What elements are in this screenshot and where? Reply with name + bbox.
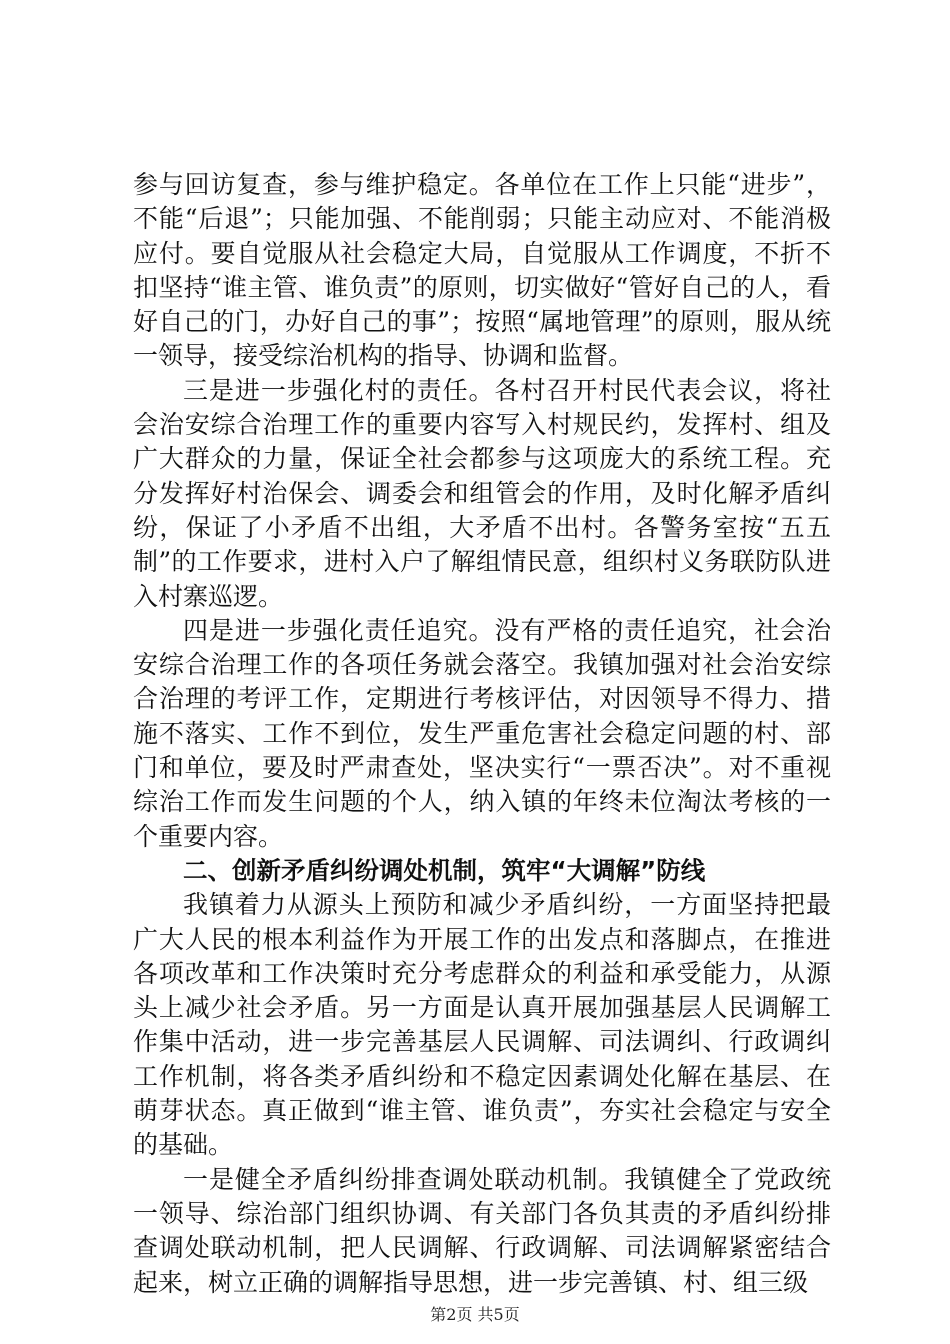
paragraph-village-responsibility: 三是进一步强化村的责任。各村召开村民代表会议，将社会治安综合治理工作的重要内容写入村规民约，发挥村、组及广大群众的力量，保证全社会都参与这项庞大的系统工程。充分发挥好村治保会、调委会和组管会的作用，及时化解矛盾纠纷，保证了小矛盾不出组，大矛盾不出村。各警务室按“五五制”的工作要求，进村入户了解组情民意，组织村义务联防队进入村寨巡逻。 [133, 375, 831, 611]
paragraph-continuation: 参与回访复查，参与维护稳定。各单位在工作上只能“进步”，不能“后退”；只能加强、不能削弱；只能主动应对、不能消极应付。要自觉服从社会稳定大局，自觉服从工作调度，不折不扣坚持“谁主管、谁负责”的原则，切实做好“管好自己的人，看好自己的门，办好自己的事”；按照“属地管理”的原则，服从统一领导，接受综治机构的指导、协调和监督。 [133, 170, 831, 371]
document-body [133, 168, 831, 1300]
page-number-footer: 第2页 共5页 [430, 1305, 520, 1324]
paragraph-linkage-mechanism: 一是健全矛盾纠纷排查调处联动机制。我镇健全了党政统一领导、综治部门组织协调、有关部门各负其责的矛盾纠纷排查调处联动机制，把人民调解、行政调解、司法调解紧密结合起来，树立正确的调解指导思想，进一步完善镇、村、组三级 [133, 1164, 831, 1297]
paragraph-dispute-prevention: 我镇着力从源头上预防和减少矛盾纠纷，一方面坚持把最广大人民的根本利益作为开展工作的出发点和落脚点，在推进各项改革和工作决策时充分考虑群众的利益和承受能力，从源头上减少社会矛盾。另一方面是认真开展加强基层人民调解工作集中活动，进一步完善基层人民调解、司法调纠、行政调纠工作机制，将各类矛盾纠纷和不稳定因素调处化解在基层、在萌芽状态。真正做到“谁主管、谁负责”，夯实社会稳定与安全的基础。 [133, 890, 831, 1160]
paragraph-accountability: 四是进一步强化责任追究。没有严格的责任追究，社会治安综合治理工作的各项任务就会落空。我镇加强对社会治安综合治理的考评工作，定期进行考核评估，对因领导不得力、措施不落实、工作不到位，发生严重危害社会稳定问题的村、部门和单位，要及时严肃查处，坚决实行“一票否决”。对不重视综治工作而发生问题的个人，纳入镇的年终未位淘汰考核的一个重要内容。 [133, 615, 831, 851]
section-heading: 二、创新矛盾纠纷调处机制，筑牢“大调解”防线 [183, 855, 706, 885]
